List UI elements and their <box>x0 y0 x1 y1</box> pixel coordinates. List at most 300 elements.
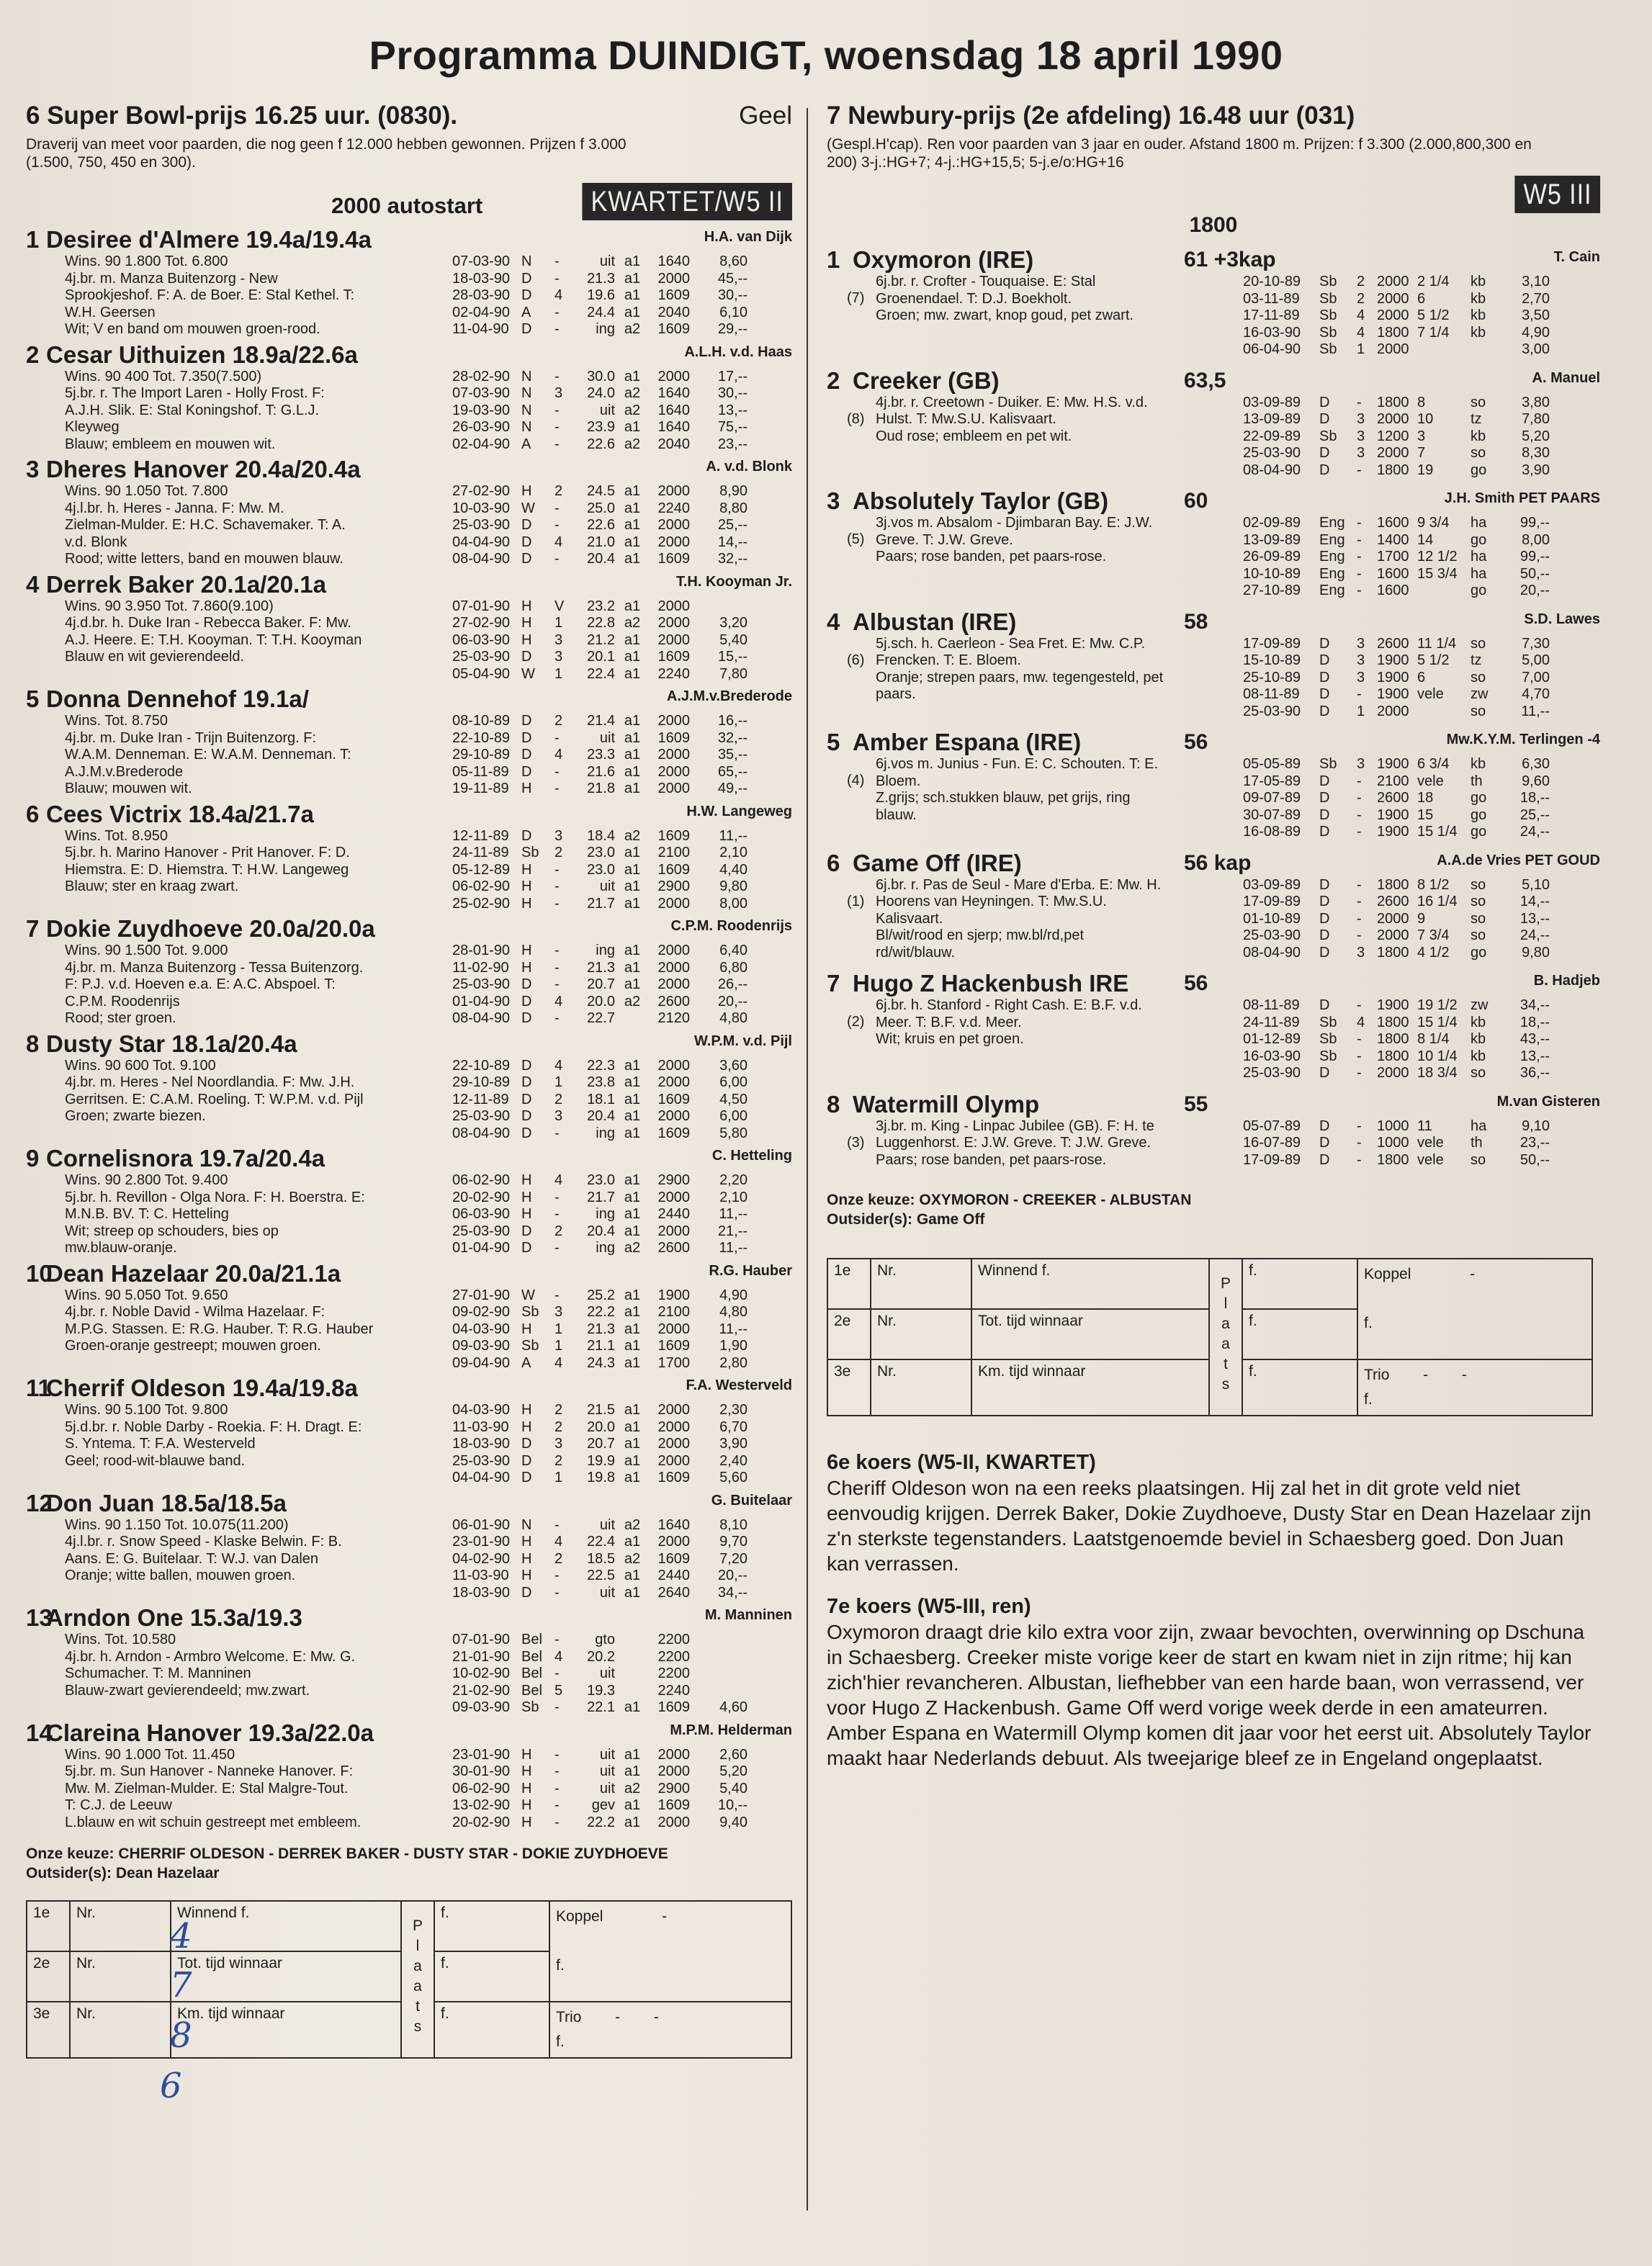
history-cell <box>615 1010 650 1028</box>
horse-name: Hugo Z Hackenbush IRE <box>853 970 1129 997</box>
entry-details <box>65 1172 452 1257</box>
history-cell: 3 <box>555 649 563 665</box>
history-row <box>1243 1065 1600 1082</box>
history-cell: N <box>521 368 532 385</box>
history-cell: 5,00 <box>1522 652 1550 668</box>
history-cell: uit <box>599 1584 615 1601</box>
history-cell: 2000 <box>657 895 690 912</box>
history-cell: 4 <box>1357 324 1365 341</box>
entry-details <box>65 369 452 454</box>
history-cell: 21-01-90 <box>452 1648 511 1665</box>
detail-line: Wins. Tot. 8.950 <box>65 827 169 844</box>
detail-line: 4j.br. m. Manza Buitenzorg - Tessa Buitenzorg. <box>65 959 364 976</box>
history-cell: uit <box>599 1665 615 1681</box>
history-cell: 20,-- <box>717 1568 748 1583</box>
history-cell: 1 <box>555 1321 563 1337</box>
history-cell: - <box>555 551 560 567</box>
history-cell <box>615 1632 650 1649</box>
bet-km[interactable]: Km. tijd winnaar <box>171 2002 401 2058</box>
history-cell: kb <box>1471 324 1486 341</box>
history-cell: so <box>1471 910 1486 927</box>
history-row <box>1243 274 1600 291</box>
history-cell: 1900 <box>1377 756 1409 772</box>
form-history <box>452 598 792 683</box>
bet7-row-1: 1e <box>827 1259 871 1309</box>
detail-line: Kleyweg <box>65 419 120 435</box>
history-cell: 9 3/4 <box>1417 515 1450 531</box>
history-cell: 4 1/2 <box>1417 944 1450 961</box>
history-cell: 05-07-89 <box>1243 1118 1301 1134</box>
history-cell: 2000 <box>657 1057 690 1074</box>
bet-plaats-f2[interactable]: f. <box>434 1951 549 2002</box>
history-cell: - <box>1357 824 1362 840</box>
history-cell: 19.3 <box>587 1682 615 1699</box>
detail-line: Bl/wit/rood en sjerp; mw.bl/rd,pet <box>876 927 1085 943</box>
history-cell: Sb <box>1319 1031 1337 1047</box>
entry-details <box>65 1287 452 1372</box>
history-cell: 8,00 <box>1522 531 1550 548</box>
history-cell: a2 <box>624 1240 641 1256</box>
bet7-km[interactable]: Km. tijd winnaar <box>971 1359 1209 1416</box>
history-cell: 20.0 <box>587 993 615 1010</box>
history-cell: a1 <box>624 1108 641 1124</box>
history-cell: - <box>1357 1135 1362 1151</box>
bet-plaats-f3[interactable]: f. <box>434 2002 549 2058</box>
bet-winnend[interactable]: Winnend f. <box>171 1901 401 1951</box>
horse-weight: 56 <box>1184 730 1208 754</box>
history-cell: 5,80 <box>719 1125 748 1141</box>
history-cell: 13,-- <box>1519 1048 1550 1064</box>
history-cell: 2900 <box>657 878 690 894</box>
history-cell: 21.3 <box>587 1321 615 1337</box>
history-cell: 09-02-90 <box>452 1304 511 1320</box>
history-cell: 01-12-89 <box>1243 1031 1301 1047</box>
trainer-name: A.L.H. v.d. Haas <box>684 343 792 360</box>
history-cell: vele <box>1417 686 1444 702</box>
detail-line: rd/wit/blauw. <box>876 944 956 961</box>
bet-nr-2[interactable]: Nr. <box>70 1951 171 2002</box>
bet-tot[interactable]: Tot. tijd winnaar <box>171 1951 401 2002</box>
entry-header <box>827 367 1600 395</box>
history-cell: 17-11-89 <box>1243 307 1300 323</box>
history-cell: a2 <box>624 321 641 337</box>
history-cell: H <box>521 483 532 499</box>
history-cell: zw <box>1471 997 1489 1013</box>
detail-line: Bloem. <box>876 773 921 789</box>
history-cell: 2000 <box>657 598 690 614</box>
entry-details <box>876 1118 1243 1169</box>
horse-name: Dusty Star 18.1a/20.4a <box>46 1030 297 1057</box>
history-cell: 3 <box>1357 445 1365 461</box>
history-cell: - <box>555 517 560 533</box>
bet7-trio-label: Trio <box>1364 1367 1390 1383</box>
detail-line: W.H. Geersen <box>65 304 156 320</box>
history-cell: 01-10-89 <box>1243 910 1301 927</box>
history-cell: 22.5 <box>587 1568 615 1583</box>
history-cell: - <box>555 878 560 894</box>
history-cell: 4,50 <box>719 1091 748 1107</box>
history-cell: 02-04-90 <box>452 436 511 452</box>
horse-name: Cornelisnora 19.7a/20.4a <box>46 1145 326 1172</box>
commentary-race-7-title: 7e koers (W5-III, ren) <box>827 1595 1031 1618</box>
entry-number: 4 <box>827 608 840 635</box>
history-cell: - <box>555 1189 560 1205</box>
history-cell: D <box>521 1436 532 1452</box>
history-cell <box>690 1665 748 1683</box>
history-cell: 21.2 <box>587 631 615 648</box>
history-cell: H <box>521 861 532 878</box>
bet7-plaats-f2[interactable]: f. <box>1242 1309 1357 1359</box>
history-cell: 18 3/4 <box>1417 1065 1458 1081</box>
handwritten-nr-3: 8 <box>170 2015 192 2056</box>
history-cell: 20.4 <box>587 551 615 567</box>
history-cell: H <box>521 1797 532 1813</box>
detail-line: 4j.l.br. h. Heres - Janna. F: Mw. M. <box>65 500 284 516</box>
history-cell: 4,70 <box>1522 686 1550 702</box>
history-row <box>452 1355 792 1372</box>
history-row <box>452 1304 792 1321</box>
history-cell: H <box>521 1780 532 1797</box>
history-cell: 2900 <box>657 1172 690 1188</box>
history-cell: 2 <box>555 1419 563 1435</box>
history-cell: 07-03-90 <box>452 385 511 401</box>
history-cell: 20,-- <box>1519 583 1550 598</box>
history-cell: 2 <box>1357 290 1365 307</box>
bet7-koppel[interactable] <box>1357 1259 1592 1359</box>
history-cell: 6,80 <box>719 959 748 976</box>
entry-header <box>827 850 1600 877</box>
entry-details <box>876 997 1243 1082</box>
race-6-description: Draverij van meet voor paarden, die nog geen f 12.000 hebben gewonnen. Prijzen f 3.000 (1.500, 750, 450 en 300). <box>26 136 627 171</box>
history-cell: 08-11-89 <box>1243 686 1300 702</box>
history-cell: 15,-- <box>717 649 748 665</box>
horse-name: Creeker (GB) <box>853 367 1000 394</box>
history-cell: H <box>521 1321 532 1337</box>
history-cell: - <box>1357 806 1362 823</box>
history-cell: a1 <box>624 304 641 320</box>
history-cell: H <box>521 1814 532 1830</box>
race-7-entry <box>827 850 1600 962</box>
history-cell: a1 <box>624 1074 641 1090</box>
history-cell: 1800 <box>1377 1031 1409 1047</box>
bet7-nr-2[interactable]: Nr. <box>871 1309 971 1359</box>
history-cell: 06-03-90 <box>452 631 511 648</box>
history-cell: D <box>1319 635 1330 652</box>
history-cell: 25-03-90 <box>452 1452 511 1469</box>
bet7-plaats-f1[interactable]: f. <box>1242 1259 1357 1309</box>
history-cell: 14,-- <box>717 534 748 550</box>
history-row <box>1243 1031 1600 1048</box>
history-cell: 9,60 <box>1522 773 1550 789</box>
history-cell: 2440 <box>657 1568 690 1583</box>
race-7-our-choice: Onze keuze: OXYMORON - CREEKER - ALBUSTAN <box>827 1192 1192 1208</box>
history-cell: 2 <box>555 1223 563 1239</box>
bet-plaats-f1[interactable]: f. <box>434 1901 549 1951</box>
history-cell <box>615 1665 650 1683</box>
history-cell: so <box>1471 1065 1486 1081</box>
history-row <box>452 483 792 500</box>
history-cell: a1 <box>624 1189 641 1205</box>
trainer-name: C.P.M. Roodenrijs <box>670 918 792 934</box>
detail-line: Hulst. T: Mw.S.U. Kalisvaart. <box>876 411 1056 427</box>
history-cell: 4 <box>555 1648 563 1665</box>
history-cell: - <box>1357 876 1362 893</box>
history-cell: 2600 <box>1377 894 1409 909</box>
history-cell: 22.2 <box>587 1304 615 1320</box>
history-cell: 27-10-89 <box>1243 583 1301 598</box>
history-cell: 22.2 <box>587 1814 615 1830</box>
history-cell: 20.4 <box>587 1108 615 1124</box>
history-cell: a1 <box>624 270 641 287</box>
history-cell: 28-01-90 <box>452 943 511 958</box>
history-cell: 1 <box>555 1470 563 1485</box>
history-cell: a2 <box>624 1516 641 1533</box>
bet7-plaats-f3[interactable]: f. <box>1242 1359 1357 1416</box>
history-cell: - <box>1357 1151 1362 1168</box>
history-row <box>452 828 792 845</box>
history-cell: 23.0 <box>587 1172 615 1188</box>
race-7-description: (Gespl.H'cap). Ren voor paarden van 3 jaar en ouder. Afstand 1800 m. Prijzen: f 3.300 (2.000,800,300 en 200) 3-j.:HG+7; 4-j.:HG+15,5; 5-j.e/o:HG+16 <box>827 136 1532 171</box>
race-6-entry <box>26 801 792 913</box>
history-cell: 18,-- <box>1519 790 1550 806</box>
form-history <box>452 253 792 338</box>
history-cell: 45,-- <box>717 270 748 287</box>
entry-number: 8 <box>827 1090 840 1118</box>
history-cell: 1 <box>1357 703 1365 719</box>
history-cell: a1 <box>624 483 641 499</box>
history-cell: - <box>1357 894 1362 909</box>
history-cell: so <box>1471 669 1486 685</box>
history-cell: 09-03-90 <box>452 1699 511 1715</box>
horse-name: Game Off (IRE) <box>853 849 1022 876</box>
history-cell: 2 <box>1357 274 1365 289</box>
history-cell: D <box>521 827 532 844</box>
history-cell: 1609 <box>657 729 690 746</box>
entry-number: 4 <box>26 570 40 598</box>
horse-name: Oxymoron (IRE) <box>853 246 1034 273</box>
history-cell: 7,80 <box>1522 411 1550 427</box>
bet7-winnend[interactable]: Winnend f. <box>971 1259 1209 1309</box>
history-cell: 21.3 <box>587 959 615 976</box>
entry-body <box>847 636 1600 721</box>
history-cell: a1 <box>624 665 641 682</box>
history-cell: 23.8 <box>587 1074 615 1090</box>
history-cell: 2040 <box>657 304 690 320</box>
history-cell: 06-02-90 <box>452 1780 511 1797</box>
history-row <box>452 781 792 798</box>
history-cell: 06-03-90 <box>452 1206 511 1222</box>
history-cell: D <box>521 1091 532 1107</box>
history-cell: 18 <box>1417 790 1434 806</box>
race-6-outsider: Outsider(s): Dean Hazelaar <box>26 1865 220 1881</box>
history-cell: 50,-- <box>1519 1151 1550 1168</box>
history-cell: 24.5 <box>587 483 615 499</box>
history-cell: kb <box>1471 1048 1486 1064</box>
history-cell: 08-04-90 <box>452 1010 511 1026</box>
history-row <box>452 551 792 568</box>
history-cell: 2000 <box>657 781 690 796</box>
history-cell: 21.8 <box>587 781 615 796</box>
entry-body <box>65 828 792 913</box>
history-cell: 17-09-89 <box>1243 1151 1301 1168</box>
history-row <box>452 1223 792 1241</box>
history-cell: Bel <box>521 1632 542 1647</box>
history-row <box>452 878 792 896</box>
detail-line: M.P.G. Stassen. E: R.G. Hauber. T: R.G. Hauber <box>65 1321 374 1337</box>
history-cell: 49,-- <box>717 781 748 796</box>
history-cell: 30,-- <box>717 385 748 401</box>
history-cell: N <box>521 385 532 401</box>
history-cell: 29-10-89 <box>452 747 511 763</box>
history-cell: a1 <box>624 1797 641 1813</box>
history-cell: 24.0 <box>587 385 615 401</box>
history-cell: 22.1 <box>587 1699 615 1715</box>
history-cell: so <box>1471 927 1486 943</box>
history-cell: 24.4 <box>587 304 615 320</box>
history-cell: 17,-- <box>717 368 748 385</box>
history-cell: 2000 <box>657 1763 690 1779</box>
race-7-badge: W5 III <box>1514 176 1600 213</box>
entry-number: 12 <box>26 1489 53 1516</box>
trainer-name: F.A. Westerveld <box>686 1377 792 1393</box>
history-row <box>452 321 792 338</box>
history-cell: kb <box>1471 1031 1486 1047</box>
history-cell: - <box>555 895 560 912</box>
history-cell: D <box>1319 790 1330 806</box>
jockey-name: B. Hadjeb <box>1533 973 1600 989</box>
history-cell: 1 <box>555 665 563 682</box>
entry-number: 8 <box>26 1030 40 1057</box>
history-cell: 1609 <box>657 827 690 844</box>
history-cell: A <box>521 304 531 320</box>
bet7-nr-3[interactable]: Nr. <box>871 1359 971 1416</box>
post-position: (2) <box>847 1014 865 1030</box>
history-cell: A <box>521 436 531 452</box>
history-cell: 20-02-90 <box>452 1814 511 1830</box>
history-row <box>452 1453 792 1470</box>
history-cell <box>690 1632 748 1649</box>
history-cell: D <box>1319 394 1330 410</box>
history-cell: uit <box>599 729 615 746</box>
history-cell: a1 <box>624 845 641 860</box>
history-cell: Sb <box>1319 307 1337 323</box>
history-cell: 4 <box>555 1534 563 1550</box>
history-cell: 10 1/4 <box>1417 1048 1458 1064</box>
history-cell: 04-03-90 <box>452 1402 511 1418</box>
history-cell: 23.0 <box>587 845 615 860</box>
horse-name: Derrek Baker 20.1a/20.1a <box>46 570 326 598</box>
bet-koppel-dash: - <box>662 1908 668 1925</box>
bet-trio[interactable] <box>549 2002 791 2058</box>
history-cell: 16 1/4 <box>1417 894 1458 909</box>
history-cell: D <box>1319 944 1330 961</box>
history-cell: Sb <box>1319 1014 1337 1030</box>
history-cell: 3 <box>555 385 563 401</box>
history-cell: ing <box>596 1240 615 1256</box>
history-cell: D <box>1319 1135 1330 1151</box>
detail-line: blauw. <box>876 806 917 823</box>
history-cell: 21.0 <box>587 534 615 550</box>
history-cell: 20.7 <box>587 1436 615 1452</box>
entry-number: 3 <box>26 456 40 482</box>
history-cell: 32,-- <box>717 729 748 746</box>
history-cell: 2000 <box>657 1534 690 1550</box>
history-cell: 21-02-90 <box>452 1682 511 1699</box>
history-cell: 18-03-90 <box>452 1584 511 1601</box>
history-cell: 25-03-90 <box>1243 1065 1301 1081</box>
history-cell: 2000 <box>1377 274 1409 289</box>
post-position: (7) <box>847 290 865 306</box>
detail-line: 4j.br. m. Duke Iran - Trijn Buitenzorg. F: <box>65 729 317 746</box>
detail-line: Oud rose; embleem en pet wit. <box>876 428 1072 444</box>
bet-nr-1[interactable]: Nr. <box>70 1901 171 1951</box>
history-cell: 4 <box>555 1354 563 1371</box>
history-cell: 21.6 <box>587 763 615 780</box>
history-cell: 24.3 <box>587 1354 615 1371</box>
history-cell: uit <box>599 1763 615 1779</box>
bet7-tot[interactable]: Tot. tijd winnaar <box>971 1309 1209 1359</box>
history-cell: 25-03-90 <box>452 649 511 665</box>
bet-koppel[interactable] <box>549 1901 791 2002</box>
race-6-entry <box>26 456 792 568</box>
horse-weight: 55 <box>1184 1092 1208 1116</box>
detail-line: Luggenhorst. E: J.W. Greve. T: J.W. Greve. <box>876 1135 1152 1151</box>
race-7-title: 7 Newbury-prijs (2e afdeling) 16.48 uur (031) <box>827 102 1355 130</box>
entry-header <box>26 915 792 943</box>
history-row <box>452 713 792 730</box>
bet7-nr-1[interactable]: Nr. <box>871 1259 971 1309</box>
detail-line: Rood; witte letters, band en mouwen blauw. <box>65 551 344 567</box>
history-cell: 6,10 <box>719 304 748 320</box>
history-cell: - <box>555 1010 560 1026</box>
history-cell: 11-02-90 <box>452 959 509 976</box>
history-cell: D <box>1319 669 1330 685</box>
history-cell: 4 <box>555 993 563 1010</box>
detail-line: A.J.M.v.Brederode <box>65 763 184 780</box>
history-cell: - <box>555 270 560 287</box>
form-history <box>452 1058 792 1143</box>
detail-line: Sprookjeshof. F: A. de Boer. E: Stal Kethel. T: <box>65 287 355 303</box>
commentary-race-7 <box>827 1593 1600 1771</box>
history-row <box>452 1632 792 1649</box>
history-cell: 2 <box>555 713 563 729</box>
history-cell: D <box>521 551 532 567</box>
history-cell: H <box>521 943 532 958</box>
history-cell: 32,-- <box>717 551 748 567</box>
bet-nr-3[interactable]: Nr. <box>70 2002 171 2058</box>
history-cell: 99,-- <box>1519 549 1550 565</box>
history-row <box>452 1010 792 1028</box>
history-cell: so <box>1471 1151 1486 1168</box>
horse-weight: 56 kap <box>1184 850 1252 875</box>
history-cell: 30-01-90 <box>452 1763 511 1779</box>
history-cell <box>690 1649 748 1666</box>
history-row <box>1243 566 1600 583</box>
history-cell: D <box>521 1223 532 1239</box>
history-cell: 10,-- <box>717 1797 748 1813</box>
history-cell: so <box>1471 876 1486 893</box>
entry-number: 10 <box>26 1259 53 1287</box>
history-cell: kb <box>1471 290 1486 307</box>
history-cell: 2000 <box>657 1074 690 1090</box>
history-cell: 20.7 <box>587 976 615 992</box>
entry-body <box>847 756 1600 841</box>
history-cell: D <box>521 976 532 992</box>
history-cell: a1 <box>624 729 641 746</box>
bet7-trio[interactable] <box>1357 1359 1592 1416</box>
history-row <box>1243 636 1600 653</box>
history-cell: go <box>1471 944 1487 961</box>
